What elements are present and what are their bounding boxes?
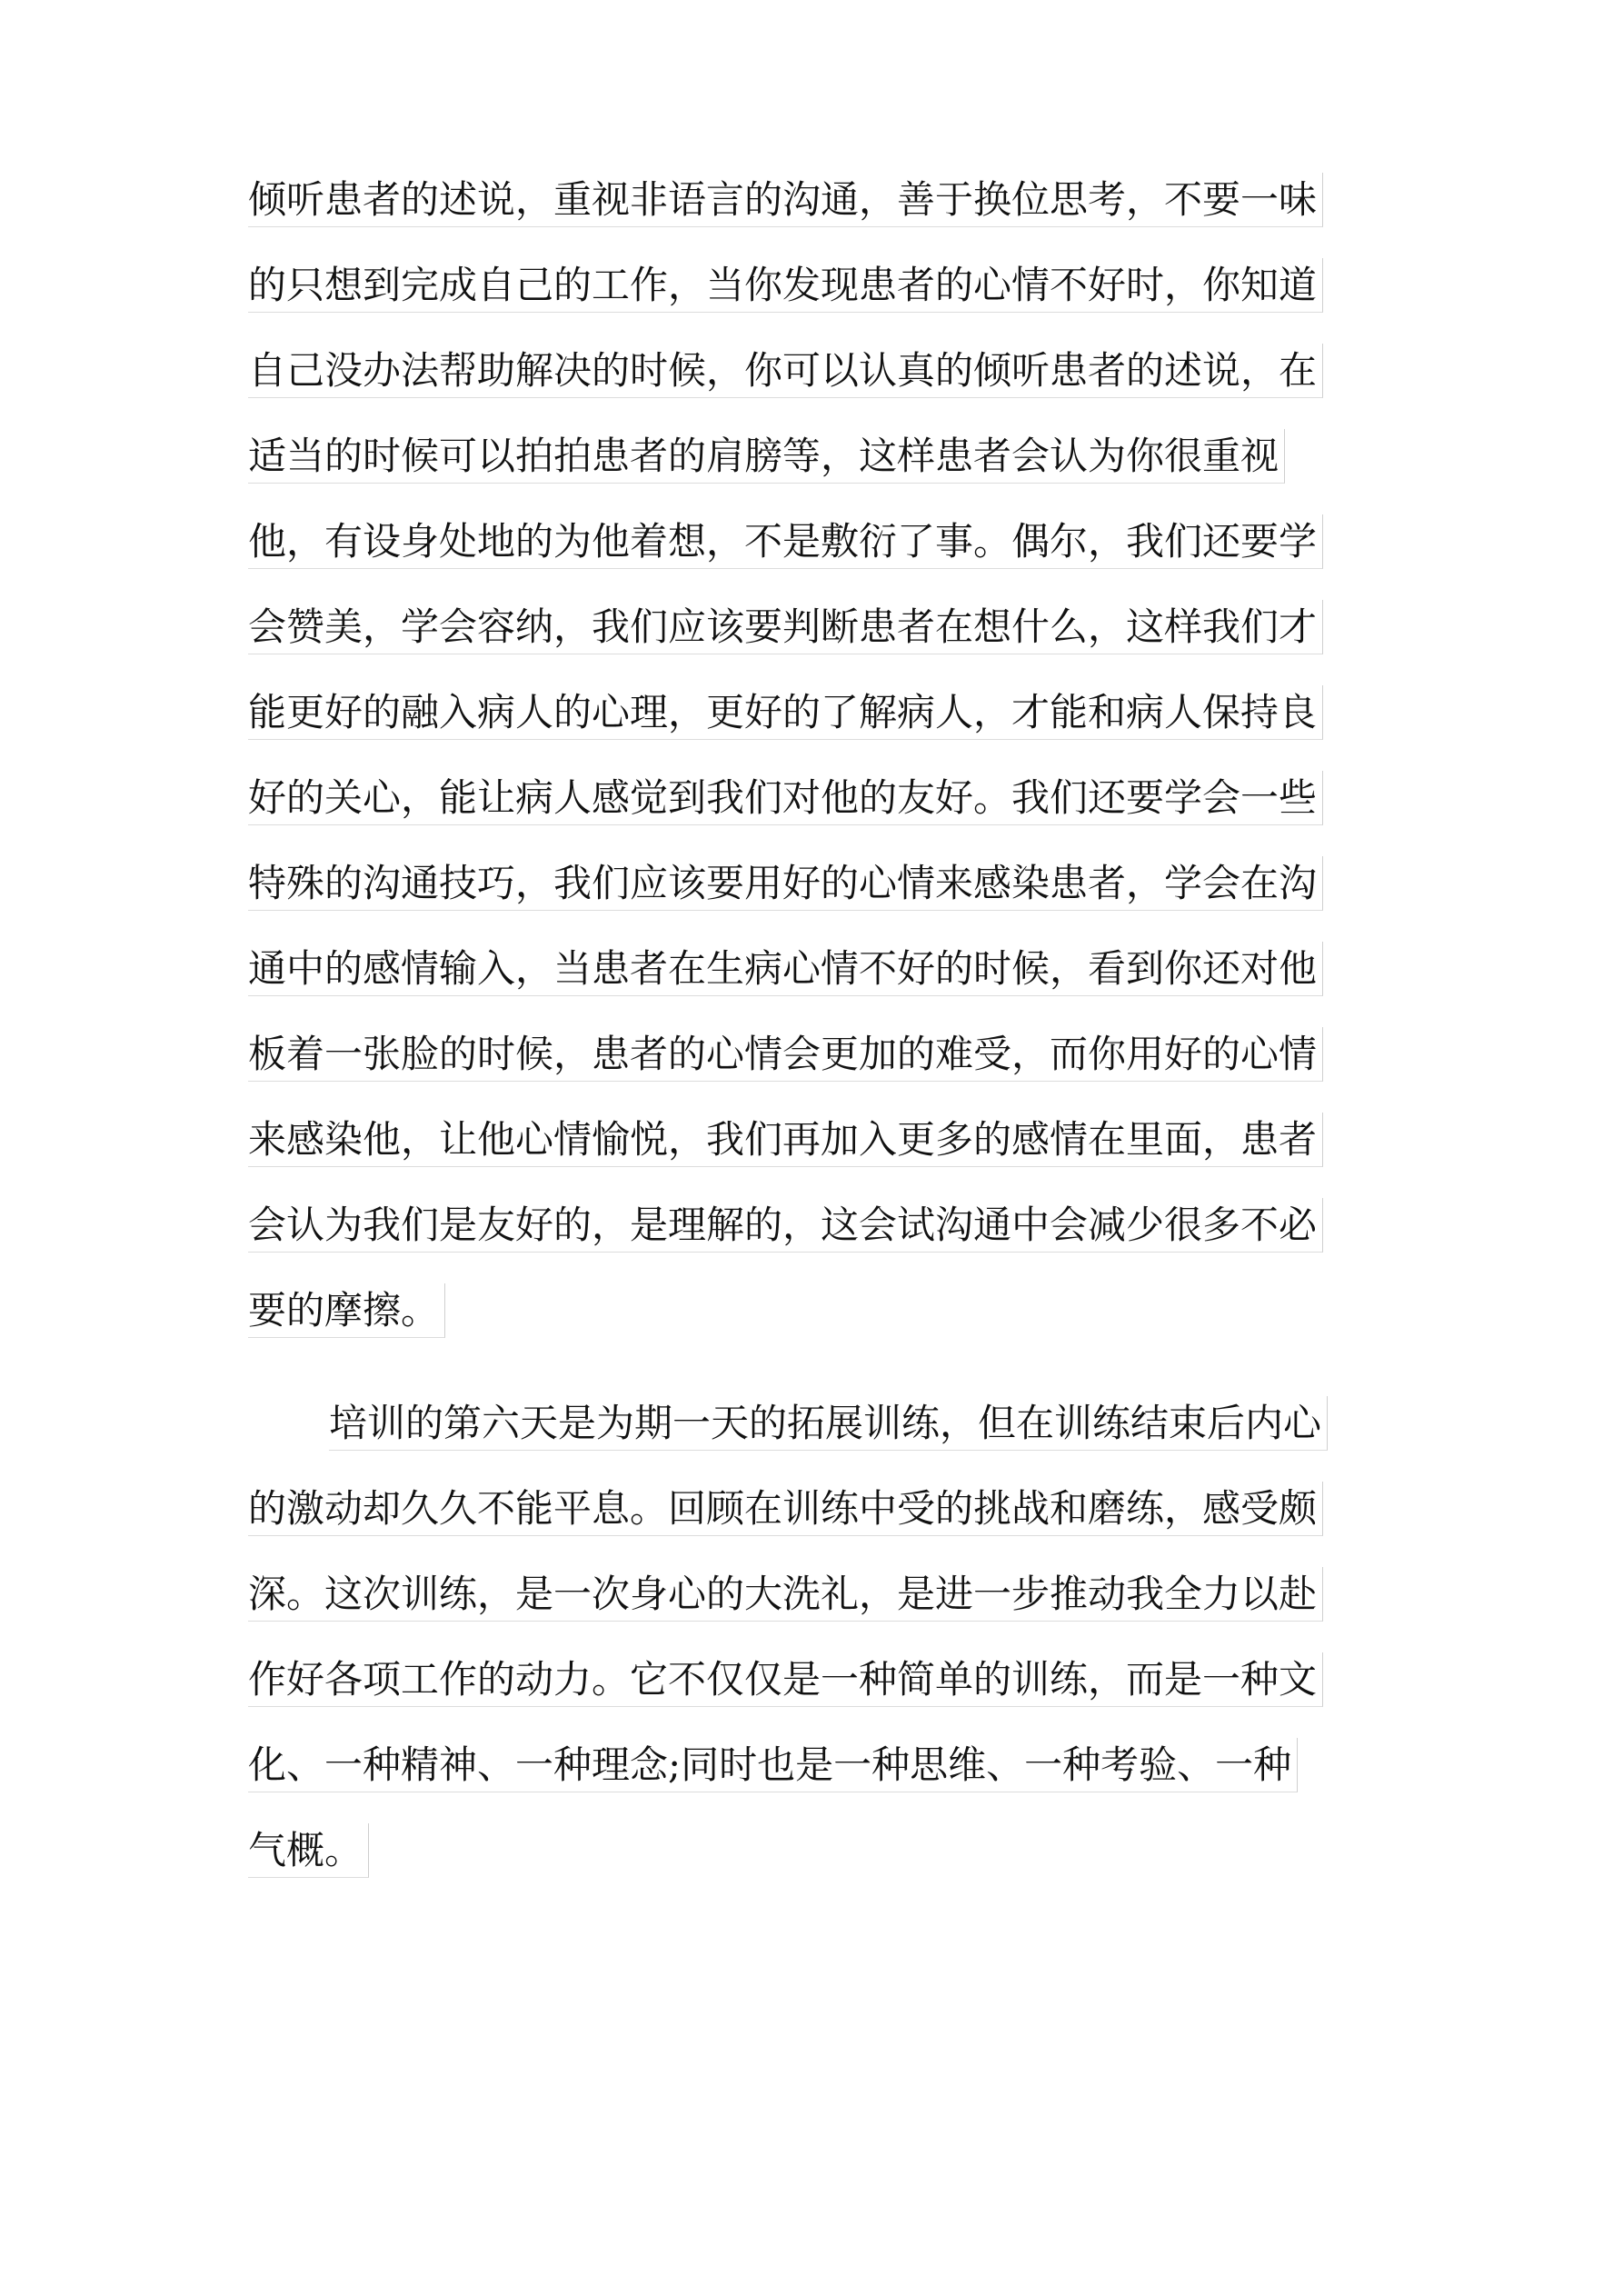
text-line: 通中的感情输入，当患者在生病心情不好的时候，看到你还对他 bbox=[248, 942, 1323, 996]
text-line: 要的摩擦。 bbox=[248, 1283, 445, 1338]
text-line: 好的关心，能让病人感觉到我们对他的友好。我们还要学会一些 bbox=[248, 771, 1323, 825]
text-line: 他，有设身处地的为他着想，不是敷衍了事。偶尔，我们还要学 bbox=[248, 514, 1323, 569]
text-line: 适当的时候可以拍拍患者的肩膀等，这样患者会认为你很重视 bbox=[248, 429, 1285, 484]
text-line: 来感染他，让他心情愉悦，我们再加入更多的感情在里面，患者 bbox=[248, 1113, 1323, 1167]
text-line: 会赞美，学会容纳，我们应该要判断患者在想什么，这样我们才 bbox=[248, 600, 1323, 654]
text-line: 会认为我们是友好的，是理解的，这会试沟通中会减少很多不必 bbox=[248, 1198, 1323, 1253]
text-line: 的只想到完成自己的工作，当你发现患者的心情不好时，你知道 bbox=[248, 258, 1323, 313]
text-line: 特殊的沟通技巧，我们应该要用好的心情来感染患者，学会在沟 bbox=[248, 856, 1323, 911]
text-line: 板着一张脸的时候，患者的心情会更加的难受，而你用好的心情 bbox=[248, 1027, 1323, 1082]
text-line: 化、一种精神、一种理念;同时也是一种思维、一种考验、一种 bbox=[248, 1738, 1298, 1792]
text-line: 能更好的融入病人的心理，更好的了解病人，才能和病人保持良 bbox=[248, 685, 1323, 740]
text-line: 作好各项工作的动力。它不仅仅是一种简单的训练，而是一种文 bbox=[248, 1652, 1323, 1707]
text-line: 深。这次训练，是一次身心的大洗礼，是进一步推动我全力以赴 bbox=[248, 1567, 1323, 1622]
text-line: 自己没办法帮助解决的时候，你可以认真的倾听患者的述说，在 bbox=[248, 344, 1323, 398]
text-line: 的激动却久久不能平息。回顾在训练中受的挑战和磨练，感受颇 bbox=[248, 1482, 1323, 1536]
text-line: 气概。 bbox=[248, 1823, 369, 1878]
text-line: 培训的第六天是为期一天的拓展训练，但在训练结束后内心 bbox=[329, 1396, 1328, 1451]
text-line: 倾听患者的述说，重视非语言的沟通，善于换位思考，不要一味 bbox=[248, 173, 1323, 227]
